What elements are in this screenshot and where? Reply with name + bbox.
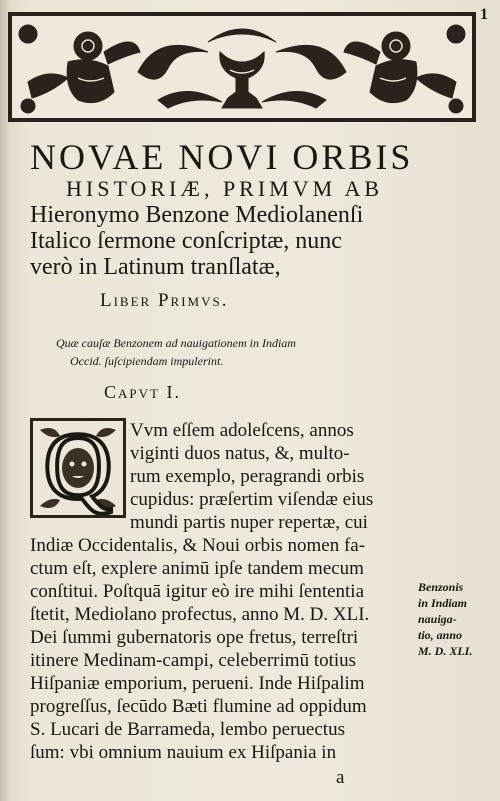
body-line-9: ſtetit, Mediolano profectus, anno M. D. XLI. — [30, 604, 370, 625]
body-line-15: ſum: vbi omnium nauium ex Hiſpania in — [30, 742, 337, 763]
margin-note-line-5: M. D. XLI. — [418, 644, 473, 658]
body-line-2: viginti duos natus, &, multo- — [130, 443, 350, 464]
title-line-1: NOVAE NOVI ORBIS — [30, 137, 414, 177]
body-line-14: S. Lucari de Barrameda, lembo peruectus — [30, 719, 345, 740]
body-line-7: ctum eſt, explere animū ipſe tandem mecum — [30, 558, 364, 579]
margin-note-line-4: tio, anno — [418, 628, 463, 642]
margin-note-line-1: Benzonis — [418, 580, 464, 594]
margin-note-line-3: nauiga- — [418, 612, 457, 626]
margin-note-line-2: in Indiam — [418, 596, 468, 610]
ornamental-headpiece — [8, 12, 476, 122]
title-line-4: Italico ſermone conſcriptæ, nunc — [30, 228, 342, 254]
body-line-3: rum exemplo, peragrandi orbis — [130, 466, 365, 487]
decorated-initial — [30, 418, 126, 518]
initial-letter: Q — [43, 418, 113, 518]
body-line-1: Vvm eſſem adoleſcens, annos — [130, 420, 354, 441]
body-line-4: cupidus: præſertim viſendæ eius — [130, 489, 374, 510]
title-line-3: Hieronymo Benzone Mediolanenſi — [30, 202, 364, 228]
body-line-13: progreſſus, ſecūdo Bæti flumine ad oppidum — [30, 696, 367, 717]
initial-ornament-icon — [30, 418, 126, 518]
body-line-10: Dei ſummi gubernatoris ope fretus, terreſtri — [30, 627, 359, 648]
chapter-heading: Capvt I. — [104, 382, 181, 402]
catchword: a — [336, 767, 345, 788]
title-line-5: verò in Latinum tranſlatæ, — [30, 254, 281, 280]
body-line-6: Indiæ Occidentalis, & Noui orbis nomen fa- — [30, 535, 366, 556]
body-line-11: itinere Medinam-campi, celeberrimū totius — [30, 650, 357, 671]
body-line-12: Hiſpaniæ emporium, perueni. Inde Hiſpalim — [30, 673, 365, 694]
chapter-argument-line-1: Quæ cauſæ Benzonem ad nauigationem in Indiam — [56, 336, 296, 350]
body-line-8: conſtitui. Poſtquā igitur eò ire mihi ſententia — [30, 581, 365, 602]
chapter-argument-line-2: Occid. ſuſcipiendam impulerint. — [70, 354, 224, 368]
title-line-2: HISTORIÆ, PRIMVM AB — [66, 176, 384, 201]
body-line-5: mundi partis nuper repertæ, cui — [130, 512, 368, 533]
book-heading: Liber Primvs. — [100, 290, 229, 311]
folio-number: 1 — [480, 6, 488, 23]
